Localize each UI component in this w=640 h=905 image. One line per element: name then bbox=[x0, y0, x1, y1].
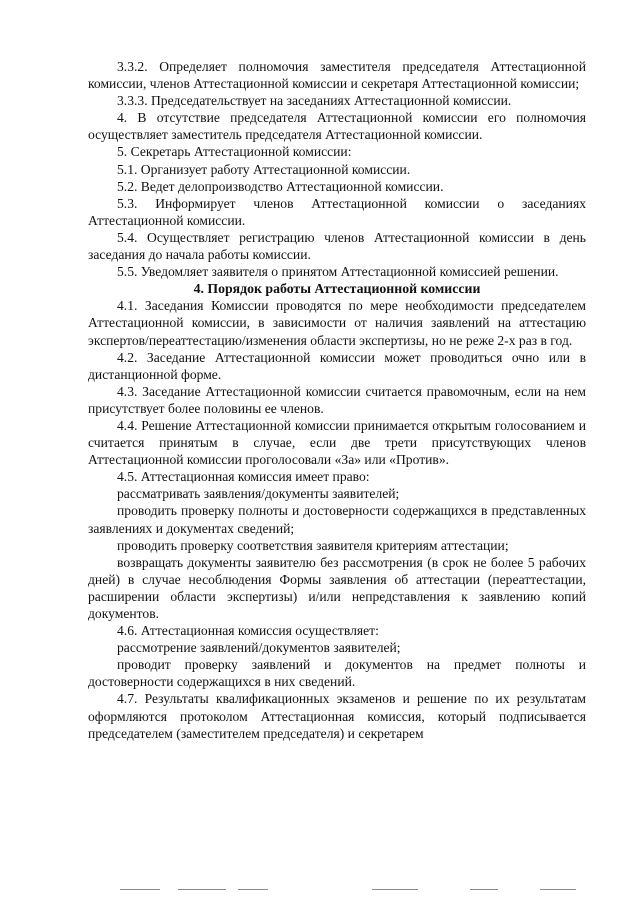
scan-artifact-line bbox=[120, 889, 160, 890]
paragraph-4-1: 4.1. Заседания Комиссии проводятся по мере необходимости председателем Аттестационной комиссии, в зависимости от наличия заявлений на аттестацию экспертов/переаттестацию/изменения области экспертизы, но не реже 2-х раз в год. bbox=[88, 298, 586, 348]
section-heading: 4. Порядок работы Аттестационной комиссии bbox=[193, 281, 481, 297]
scan-artifact-line bbox=[238, 889, 268, 890]
paragraph-4-6: 4.6. Аттестационная комиссия осуществляет: bbox=[117, 623, 379, 639]
list-item-rights-2: проводить проверку полноты и достоверности содержащихся в представленных заявлениях и документах сведений; bbox=[88, 503, 586, 536]
paragraph-4-4: 4.4. Решение Аттестационной комиссии принимается открытым голосованием и считается принятым в случае, если две трети присутствующих членов Аттестационной комиссии проголосовали «За» или «Против». bbox=[88, 417, 586, 468]
list-item-duties-1: рассмотрение заявлений/документов заявителей; bbox=[117, 640, 401, 656]
scan-artifact-line bbox=[540, 889, 576, 890]
list-item-rights-4: возвращать документы заявителю без рассмотрения (в срок не более 5 рабочих дней) в случае несоблюдения Формы заявления об аттестации (переаттестации, расширении области экспертизы) и/или непредставления к заявлению копий документов. bbox=[88, 554, 586, 621]
list-item-rights-3: проводить проверку соответствия заявителя критериям аттестации; bbox=[117, 537, 509, 553]
list-item-rights-1: рассматривать заявления/документы заявителей; bbox=[117, 486, 400, 502]
paragraph-4-5: 4.5. Аттестационная комиссия имеет право: bbox=[117, 469, 370, 485]
list-item-duties-2: проводит проверку заявлений и документов на предмет полноты и достоверности содержащихся в них сведений. bbox=[88, 657, 586, 690]
paragraph-4-3: 4.3. Заседание Аттестационной комиссии считается правомочным, если на нем присутствует более половины ее членов. bbox=[88, 383, 586, 416]
paragraph-5-5: 5.5. Уведомляет заявителя о принятом Аттестационной комиссией решении. bbox=[117, 264, 559, 280]
paragraph-5-2: 5.2. Ведет делопроизводство Аттестационной комиссии. bbox=[117, 178, 444, 194]
paragraph-4-7: 4.7. Результаты квалификационных экзаменов и решение по их результатам оформляются протоколом Аттестационная комиссия, который подписывается председателем (заместителем председателя) и секретарем bbox=[88, 691, 586, 741]
paragraph-4: 4. В отсутствие председателя Аттестационной комиссии его полномочия осуществляет заместитель председателя Аттестационной комиссии. bbox=[88, 110, 586, 143]
paragraph-3-3-3: 3.3.3. Председательствует на заседаниях Аттестационной комиссии. bbox=[117, 93, 512, 109]
paragraph-5-1: 5.1. Организует работу Аттестационной комиссии. bbox=[117, 161, 411, 177]
paragraph-3-3-2: 3.3.2. Определяет полномочия заместителя председателя Аттестационной комиссии, членов Аттестационной комиссии и секретаря Аттестационной комиссии; bbox=[88, 59, 586, 92]
paragraph-5-4: 5.4. Осуществляет регистрацию членов Аттестационной комиссии в день заседания до начала работы комиссии. bbox=[88, 229, 586, 263]
scan-artifact-line bbox=[178, 889, 226, 890]
paragraph-5-3: 5.3. Информирует членов Аттестационной комиссии о заседаниях Аттестационной комиссии. bbox=[88, 195, 586, 228]
scan-artifact-line bbox=[372, 889, 418, 890]
document-body bbox=[88, 58, 586, 742]
paragraph-5: 5. Секретарь Аттестационной комиссии: bbox=[117, 144, 352, 160]
scan-artifact-line bbox=[470, 889, 498, 890]
paragraph-4-2: 4.2. Заседание Аттестационной комиссии может проводиться очно или в дистанционной форме. bbox=[88, 349, 586, 382]
